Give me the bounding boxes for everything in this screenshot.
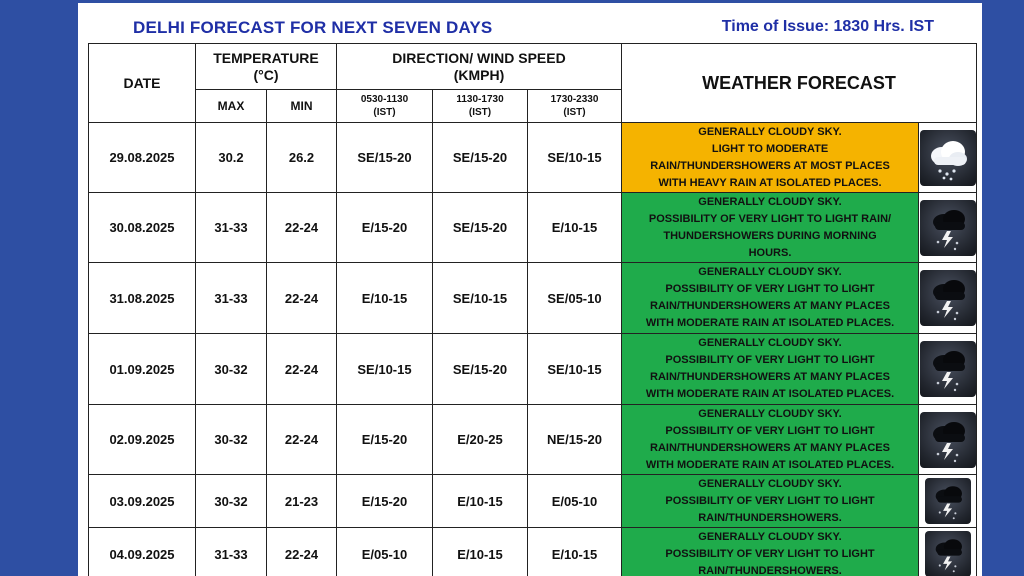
date-cell: 30.08.2025 — [89, 193, 196, 263]
forecast-text-cell — [622, 193, 919, 263]
weather-icon-cell — [919, 334, 977, 405]
weather-icon-cell — [919, 405, 977, 475]
max-temp-cell: 30-32 — [196, 405, 267, 475]
weather-icon-cell — [919, 193, 977, 263]
forecast-table — [88, 43, 977, 576]
wind-slot-2-cell: E/10-15 — [433, 528, 528, 576]
max-temp-cell: 31-33 — [196, 263, 267, 334]
header-temperature — [196, 44, 337, 90]
forecast-line: GENERALLY CLOUDY SKY. — [698, 477, 842, 490]
forecast-line: RAIN/THUNDERSHOWERS. — [698, 564, 842, 576]
wind-slot-2-cell: E/20-25 — [433, 405, 528, 475]
wind-slot-1-cell: SE/10-15 — [337, 334, 433, 405]
page-title: DELHI FORECAST FOR NEXT SEVEN DAYS — [133, 18, 493, 37]
max-temp-cell: 30.2 — [196, 123, 267, 193]
table-row — [89, 334, 977, 405]
slot-3-time: 1730-2330 — [550, 94, 599, 105]
forecast-line: WITH MODERATE RAIN AT ISOLATED PLACES. — [645, 388, 895, 400]
wind-slot-1-cell: E/15-20 — [337, 475, 433, 528]
date-cell: 31.08.2025 — [89, 263, 196, 334]
min-temp-cell: 22-24 — [267, 528, 337, 576]
wind-slot-1-cell: E/10-15 — [337, 263, 433, 334]
forecast-line: WITH HEAVY RAIN AT ISOLATED PLACES. — [658, 176, 882, 189]
weather-icon-cell — [919, 475, 977, 528]
header-date: DATE — [89, 44, 196, 123]
wind-slot-3-cell: SE/10-15 — [528, 334, 622, 405]
forecast-text-cell — [622, 475, 919, 528]
table-row — [89, 405, 977, 475]
forecast-line: GENERALLY CLOUDY SKY. — [698, 530, 842, 543]
slot-1-time: 0530-1130 — [360, 94, 409, 105]
wind-slot-1-cell: E/15-20 — [337, 405, 433, 475]
forecast-line: HOURS. — [748, 246, 792, 259]
wind-slot-3-cell: SE/05-10 — [528, 263, 622, 334]
forecast-line: POSSIBILITY OF VERY LIGHT TO LIGHT RAIN/ — [648, 212, 892, 225]
min-temp-cell: 22-24 — [267, 263, 337, 334]
wind-slot-3-cell: E/05-10 — [528, 475, 622, 528]
date-cell: 29.08.2025 — [89, 123, 196, 193]
max-temp-cell: 30-32 — [196, 475, 267, 528]
thunderstorm-icon — [920, 270, 976, 326]
wind-slot-3-cell: NE/15-20 — [528, 405, 622, 475]
wind-slot-2-cell: SE/15-20 — [433, 193, 528, 263]
forecast-line: POSSIBILITY OF VERY LIGHT TO LIGHT — [665, 354, 875, 366]
wind-slot-2-cell: SE/15-20 — [433, 334, 528, 405]
header-max: MAX — [196, 90, 267, 123]
table-row — [89, 193, 977, 263]
forecast-line: RAIN/THUNDERSHOWERS AT MANY PLACES — [650, 371, 890, 383]
thunderstorm-icon — [925, 478, 971, 524]
header-temperature-unit: (°C) — [253, 66, 279, 83]
forecast-text-cell — [622, 263, 919, 334]
header-wind-label: DIRECTION/ WIND SPEED — [392, 49, 566, 66]
wind-slot-2-cell: E/10-15 — [433, 475, 528, 528]
header-forecast: WEATHER FORECAST — [622, 44, 977, 123]
max-temp-cell: 31-33 — [196, 193, 267, 263]
slot-2-time: 1130-1730 — [456, 94, 504, 105]
forecast-line: GENERALLY CLOUDY SKY. — [698, 337, 842, 349]
header-slot-1 — [337, 90, 433, 123]
forecast-sheet — [78, 3, 982, 576]
forecast-line: GENERALLY CLOUDY SKY. — [698, 195, 842, 208]
min-temp-cell: 22-24 — [267, 334, 337, 405]
header-min: MIN — [267, 90, 337, 123]
min-temp-cell: 22-24 — [267, 405, 337, 475]
wind-slot-2-cell: SE/10-15 — [433, 263, 528, 334]
date-cell: 02.09.2025 — [89, 405, 196, 475]
date-cell: 01.09.2025 — [89, 334, 196, 405]
forecast-line: POSSIBILITY OF VERY LIGHT TO LIGHT — [665, 424, 875, 437]
forecast-rows — [89, 123, 977, 576]
wind-slot-3-cell: E/10-15 — [528, 193, 622, 263]
forecast-line: GENERALLY CLOUDY SKY. — [698, 407, 842, 420]
thunderstorm-icon — [920, 200, 976, 256]
issue-time: Time of Issue: 1830 Hrs. IST — [721, 18, 934, 35]
wind-slot-3-cell: E/10-15 — [528, 528, 622, 576]
forecast-line: GENERALLY CLOUDY SKY. — [698, 125, 842, 138]
min-temp-cell: 22-24 — [267, 193, 337, 263]
header-slot-2 — [433, 90, 528, 123]
forecast-line: POSSIBILITY OF VERY LIGHT TO LIGHT — [665, 547, 875, 560]
weather-icon-cell — [919, 528, 977, 576]
header-slot-3 — [528, 90, 622, 123]
weather-icon-cell — [919, 263, 977, 334]
table-row — [89, 263, 977, 334]
slot-1-ist: (IST) — [373, 107, 396, 118]
max-temp-cell: 30-32 — [196, 334, 267, 405]
cloud-rain-icon — [920, 130, 976, 186]
header-wind-unit: (KMPH) — [453, 66, 505, 83]
header-wind — [337, 44, 622, 90]
forecast-text-cell — [622, 334, 919, 405]
min-temp-cell: 21-23 — [267, 475, 337, 528]
wind-slot-2-cell: SE/15-20 — [433, 123, 528, 193]
forecast-line: POSSIBILITY OF VERY LIGHT TO LIGHT — [665, 494, 875, 507]
wind-slot-3-cell: SE/10-15 — [528, 123, 622, 193]
wind-slot-1-cell: SE/15-20 — [337, 123, 433, 193]
date-cell: 04.09.2025 — [89, 528, 196, 576]
slot-2-ist: (IST) — [468, 107, 492, 118]
date-cell: 03.09.2025 — [89, 475, 196, 528]
forecast-text-cell — [622, 123, 919, 193]
forecast-line: GENERALLY CLOUDY SKY. — [698, 266, 842, 278]
forecast-line: RAIN/THUNDERSHOWERS AT MANY PLACES — [650, 300, 890, 312]
header-temperature-label: TEMPERATURE — [213, 49, 319, 66]
forecast-line: LIGHT TO MODERATE — [711, 142, 829, 155]
forecast-text-cell — [622, 528, 919, 576]
forecast-line: WITH MODERATE RAIN AT ISOLATED PLACES. — [645, 317, 895, 329]
forecast-text-cell — [622, 405, 919, 475]
table-row — [89, 123, 977, 193]
forecast-line: WITH MODERATE RAIN AT ISOLATED PLACES. — [645, 458, 895, 471]
thunderstorm-icon — [920, 412, 976, 468]
max-temp-cell: 31-33 — [196, 528, 267, 576]
weather-icon-cell — [919, 123, 977, 193]
forecast-line: RAIN/THUNDERSHOWERS AT MOST PLACES — [650, 159, 890, 172]
thunderstorm-icon — [920, 341, 976, 397]
slot-3-ist: (IST) — [563, 107, 586, 118]
min-temp-cell: 26.2 — [267, 123, 337, 193]
forecast-line: RAIN/THUNDERSHOWERS AT MANY PLACES — [650, 441, 890, 454]
table-row — [89, 475, 977, 528]
table-row — [89, 528, 977, 576]
wind-slot-1-cell: E/05-10 — [337, 528, 433, 576]
forecast-line: RAIN/THUNDERSHOWERS. — [698, 511, 842, 524]
forecast-line: POSSIBILITY OF VERY LIGHT TO LIGHT — [665, 283, 875, 295]
forecast-header — [78, 3, 982, 43]
wind-slot-1-cell: E/15-20 — [337, 193, 433, 263]
thunderstorm-icon — [925, 531, 971, 576]
forecast-line: THUNDERSHOWERS DURING MORNING — [663, 229, 877, 242]
